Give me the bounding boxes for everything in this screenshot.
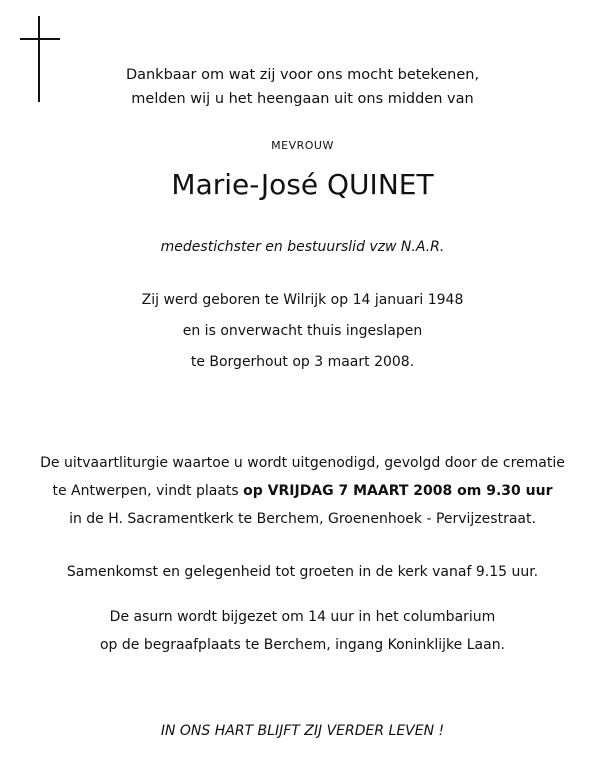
burial-line-1: De asurn wordt bijgezet om 14 uur in het columbarium [109,609,496,625]
gathering-line: Samenkomst en gelegenheid tot groeten in de kerk vanaf 9.15 uur. [66,564,539,580]
birth-line: Zij werd geboren te Wilrijk op 14 januari 1948 [141,292,464,308]
funeral-line-2 [0,482,605,500]
closing-line: IN ONS HART BLIJFT ZIJ VERDER LEVEN ! [160,723,445,739]
funeral-line-1: De uitvaartliturgie waartoe u wordt uitgenodigd, gevolgd door de crematie [40,455,565,471]
deceased-name: Marie-José QUINET [171,168,434,201]
honorific-title: MEVROUW [271,139,334,152]
death-line-1: en is onverwacht thuis ingeslapen [182,323,423,339]
funeral-date-time: op VRIJDAG 7 MAART 2008 om 9.30 uur [243,483,553,499]
funeral-line-3: in de H. Sacramentkerk te Berchem, Groenenhoek - Pervijzestraat. [69,511,536,527]
deceased-role: medestichster en bestuurslid vzw N.A.R. [160,239,445,255]
death-line-2: te Borgerhout op 3 maart 2008. [190,354,415,370]
funeral-line-2-prefix: te Antwerpen, vindt plaats [52,483,244,499]
intro-line-1: Dankbaar om wat zij voor ons mocht betekenen, [125,67,480,83]
intro-line-2: melden wij u het heengaan uit ons midden van [131,91,474,107]
burial-line-2: op de begraafplaats te Berchem, ingang Koninklijke Laan. [99,637,506,653]
